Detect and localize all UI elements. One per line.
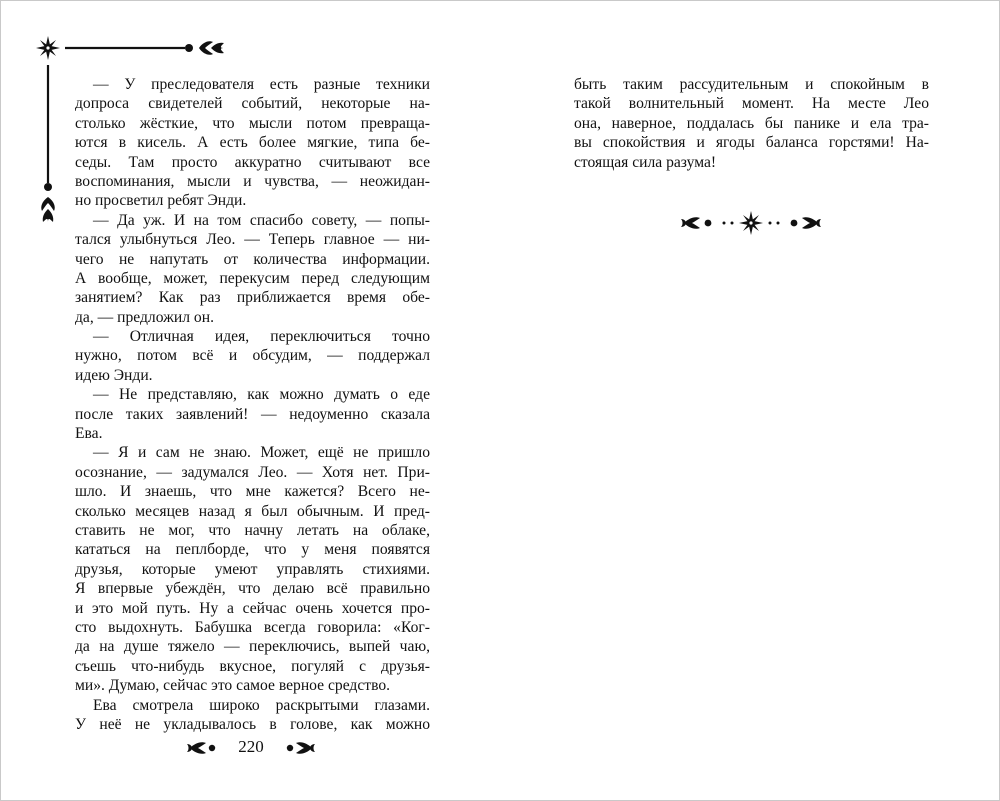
text-line: — Не представляю, как можно думать о еде — [93, 386, 430, 404]
text-line: и это мой путь. Ну а сейчас очень хочется про- — [75, 599, 430, 617]
text-line: тался улыбнуться Лео. — Теперь главное — ни- — [75, 231, 430, 249]
text-line: съешь что-нибудь вкусное, погуляй с друзья- — [75, 657, 430, 675]
text-line: сто выдохнуть. Бабушка всегда говорила: «Ког- — [75, 618, 430, 636]
text-line: ставить не мог, что начну летать на облаке, — [75, 521, 430, 539]
text-line: ются в кисель. А есть более мягкие, типа бе- — [75, 134, 430, 152]
text-line: она, наверное, поддалась бы панике и ела тра- — [574, 114, 929, 132]
text-line: занятием? Как раз приближается время обе- — [75, 289, 430, 307]
text-line: Ева. — [75, 425, 103, 443]
text-line: Ева смотрела широко раскрытыми глазами. — [93, 696, 430, 714]
right-page — [501, 1, 1000, 800]
left-page-text — [75, 75, 430, 734]
text-line: седы. Там просто аккуратно считывают все — [75, 153, 430, 171]
text-line: — Отличная идея, переключиться точно — [93, 328, 430, 346]
text-line: но просветил ребят Энди. — [75, 192, 247, 210]
text-line: — У преследователя есть разные техники — [93, 76, 430, 93]
text-line: чего не напутать от количества информации. — [75, 250, 430, 268]
section-divider-icon — [676, 209, 826, 237]
text-line: А вообще, может, перекусим перед следующим — [75, 269, 430, 287]
page-number-footer — [176, 735, 326, 761]
text-line: стоящая сила разума! — [574, 153, 717, 171]
text-line: У неё не укладывалось в голове, как можно — [75, 715, 430, 733]
text-line: воспоминания, мысли и чувства, — неожидан- — [75, 172, 430, 190]
text-line: столько жёсткие, что мысли потом превраща- — [75, 114, 430, 132]
text-line: нужно, потом всё и обсудим, — поддержал — [75, 347, 430, 365]
text-line: вы спокойствия и ягоды баланса горстями! На- — [574, 134, 929, 152]
text-line: сколько месяцев назад я был обычным. И пред- — [75, 502, 430, 520]
right-page-text — [574, 75, 929, 172]
text-line: такой волнительный момент. На месте Лео — [574, 95, 929, 113]
text-line: ми». Думаю, сейчас это самое верное средство. — [75, 677, 391, 695]
text-line: после таких заявлений! — недоуменно сказала — [75, 405, 430, 423]
text-line: Я впервые убеждён, что делаю всё правильно — [75, 580, 430, 598]
text-line: — Я и сам не знаю. Может, ещё не пришло — [93, 444, 430, 462]
text-line: да на душе тяжело — переключись, выпей чаю, — [75, 638, 430, 656]
text-line: идею Энди. — [75, 366, 153, 384]
left-page — [1, 1, 501, 800]
text-line: — Да уж. И на том спасибо совету, — попы- — [93, 211, 430, 229]
text-line: допроса свидетелей событий, некоторые на- — [75, 95, 430, 113]
text-line: друзья, которые умеют управлять стихиями. — [75, 560, 430, 578]
text-line: кататься на пеплборде, что у меня появятся — [75, 541, 430, 559]
text-line: осознание, — задумался Лео. — Хотя нет. При- — [75, 463, 430, 481]
text-line: шло. И знаешь, что мне кажется? Всего не- — [75, 483, 430, 501]
text-line: да, — предложил он. — [75, 308, 214, 326]
text-line: быть таким рассудительным и спокойным в — [574, 76, 929, 93]
page-number: 220 — [238, 737, 264, 756]
